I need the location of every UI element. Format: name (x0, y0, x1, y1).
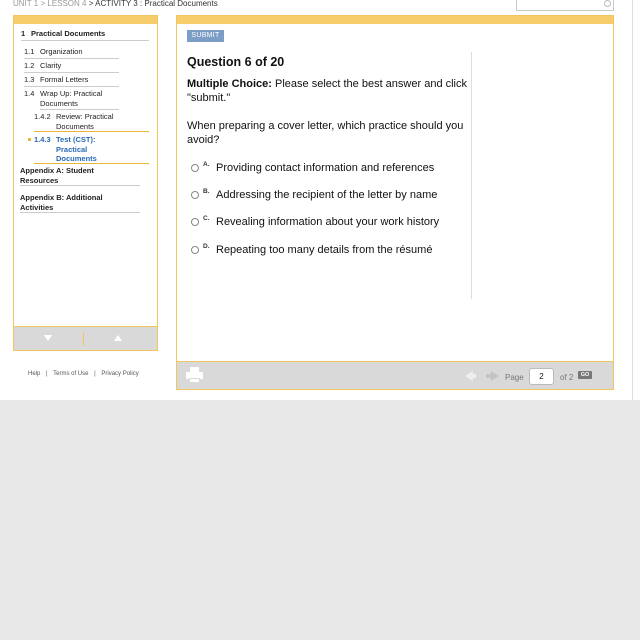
footer-separator: | (94, 371, 96, 377)
sidebar-item-label: Appendix A: Student (20, 166, 94, 175)
sidebar-item-number: 1.4.2 (34, 112, 51, 121)
footer-links (28, 371, 139, 377)
sidebar-item-appendix-a[interactable] (20, 166, 145, 186)
option-letter: B. (203, 188, 210, 195)
breadcrumb-separator: > (40, 0, 46, 8)
help-link[interactable]: Help (28, 371, 41, 377)
answer-option-d[interactable] (191, 244, 471, 258)
sidebar-item-label: Documents (56, 154, 97, 163)
sidebar-item-appendix-b[interactable] (20, 193, 145, 213)
scroll-down-icon[interactable] (44, 335, 52, 341)
go-button[interactable]: GO (578, 371, 592, 379)
sidebar-item-number: 1.2 (24, 61, 35, 70)
sidebar-item-label: Documents (40, 98, 78, 108)
sidebar-item-label: Organization (40, 47, 83, 56)
sidebar-item-wrap-up[interactable] (24, 89, 144, 109)
sidebar-item-label: Resources (20, 175, 59, 185)
panel-footer-bar (177, 361, 613, 389)
option-text[interactable]: Addressing the recipient of the letter by name (216, 189, 438, 201)
sidebar-item-number: 1.1 (24, 47, 35, 56)
breadcrumb-lesson-link[interactable]: LESSON 4 (47, 0, 87, 8)
previous-page-icon-tail (472, 374, 476, 378)
question-title: Question 6 of 20 (187, 55, 285, 69)
divider (471, 52, 472, 299)
sidebar-item-label: Appendix B: Additional (20, 193, 103, 202)
divider (34, 131, 149, 132)
sidebar-item-label: Review: Practical (56, 112, 114, 121)
option-text[interactable]: Providing contact information and references (216, 162, 435, 174)
divider (24, 86, 119, 87)
question-prompt: When preparing a cover letter, which practice should you avoid? (187, 120, 464, 146)
answer-option-c[interactable] (191, 216, 471, 230)
sidebar-item-label: Clarity (40, 61, 62, 70)
sidebar-item-label: Documents (56, 121, 94, 131)
breadcrumb-unit-link[interactable]: UNIT 1 (13, 0, 39, 8)
sidebar-item-test-cst[interactable] (34, 135, 154, 165)
terms-link[interactable]: Terms of Use (53, 371, 89, 377)
breadcrumb-separator: > (88, 0, 94, 8)
sidebar-item-review[interactable] (34, 112, 154, 132)
instructions-text: Please select the best answer and click "submit." (187, 78, 467, 104)
sidebar-item-number: 1 (21, 29, 26, 38)
scroll-up-icon[interactable] (114, 335, 122, 341)
search-input[interactable] (516, 0, 614, 11)
divider (20, 212, 140, 213)
table-of-contents (14, 24, 157, 332)
submit-button[interactable]: SUBMIT (187, 30, 224, 42)
option-text[interactable]: Revealing information about your work history (216, 216, 440, 228)
printer-icon[interactable] (186, 367, 203, 382)
page-number-input[interactable] (529, 368, 554, 385)
active-marker-icon (28, 138, 31, 141)
panel-header-bar (177, 16, 613, 24)
divider (21, 40, 149, 41)
sidebar-item-label: Formal Letters (40, 75, 89, 84)
divider (20, 185, 140, 186)
next-page-icon[interactable] (491, 371, 499, 381)
sidebar-scroll-bar (14, 326, 157, 350)
sidebar-item-label: Wrap Up: Practical (40, 89, 103, 98)
sidebar-item-number: 1.3 (24, 75, 35, 84)
answer-option-b[interactable] (191, 189, 471, 203)
sidebar-item-label: Practical Documents (31, 29, 106, 38)
question-panel (176, 15, 614, 390)
radio-button[interactable] (191, 164, 199, 172)
footer-separator: | (46, 371, 48, 377)
divider (24, 72, 119, 73)
divider (83, 332, 84, 346)
radio-button[interactable] (191, 191, 199, 199)
option-letter: C. (203, 215, 210, 222)
radio-button[interactable] (191, 218, 199, 226)
sidebar (13, 15, 158, 351)
page-total: of 2 (560, 373, 574, 382)
privacy-link[interactable]: Privacy Policy (101, 371, 139, 377)
option-letter: D. (203, 243, 210, 250)
sidebar-item-label: Activities (20, 202, 54, 212)
option-letter: A. (203, 161, 210, 168)
sidebar-item-label: Practical (56, 144, 88, 154)
radio-button[interactable] (191, 246, 199, 254)
page-label: Page (505, 373, 524, 382)
divider (24, 58, 119, 59)
page-edge (632, 0, 633, 400)
sidebar-item-number: 1.4.3 (34, 135, 51, 144)
instructions-label: Multiple Choice: (187, 78, 272, 90)
breadcrumb-activity: ACTIVITY 3 : Practical Documents (95, 0, 218, 8)
sidebar-header-bar (14, 16, 157, 24)
option-text[interactable]: Repeating too many details from the résumé (216, 244, 433, 256)
breadcrumb (13, 0, 218, 8)
answer-option-a[interactable] (191, 162, 471, 176)
instructions (187, 77, 467, 105)
search-icon[interactable] (604, 0, 611, 7)
sidebar-item-number: 1.4 (24, 89, 35, 98)
sidebar-item-label: Test (CST): (56, 135, 96, 144)
divider (34, 163, 149, 164)
divider (40, 109, 119, 110)
